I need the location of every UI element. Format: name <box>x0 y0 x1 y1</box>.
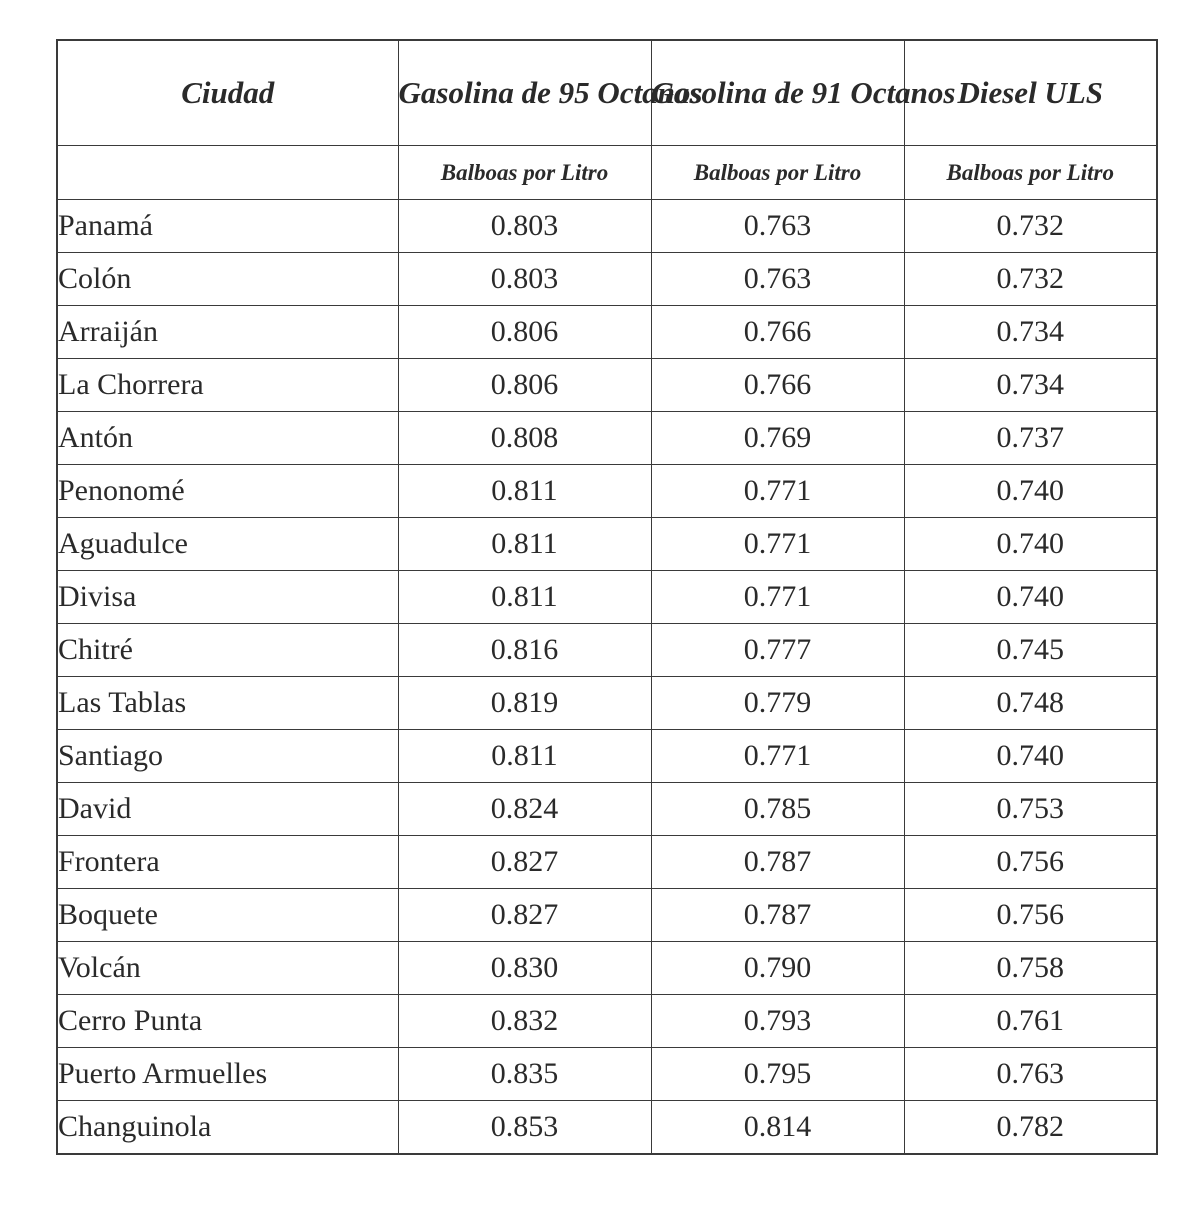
city-cell: Antón <box>57 412 398 465</box>
diesel-cell: 0.740 <box>904 465 1157 518</box>
gasoline-91-cell: 0.771 <box>651 518 904 571</box>
table-row <box>57 359 1157 412</box>
city-cell: Arraiján <box>57 306 398 359</box>
table-row <box>57 730 1157 783</box>
gasoline-95-cell: 0.819 <box>398 677 651 730</box>
gasoline-91-cell: 0.766 <box>651 306 904 359</box>
gasoline-95-cell: 0.806 <box>398 359 651 412</box>
table-row <box>57 624 1157 677</box>
diesel-cell: 0.745 <box>904 624 1157 677</box>
city-cell: Penonomé <box>57 465 398 518</box>
table-row <box>57 1101 1157 1155</box>
city-cell: Santiago <box>57 730 398 783</box>
table-row <box>57 836 1157 889</box>
gasoline-95-cell: 0.816 <box>398 624 651 677</box>
diesel-cell: 0.734 <box>904 359 1157 412</box>
gasoline-95-cell: 0.811 <box>398 465 651 518</box>
gasoline-91-cell: 0.793 <box>651 995 904 1048</box>
diesel-cell: 0.756 <box>904 836 1157 889</box>
table-row <box>57 889 1157 942</box>
gasoline-95-cell: 0.808 <box>398 412 651 465</box>
city-cell: Cerro Punta <box>57 995 398 1048</box>
gasoline-91-cell: 0.787 <box>651 889 904 942</box>
diesel-cell: 0.756 <box>904 889 1157 942</box>
gasoline-91-cell: 0.795 <box>651 1048 904 1101</box>
header-row <box>57 40 1157 146</box>
gasoline-95-cell: 0.803 <box>398 253 651 306</box>
unit-gasoline-95: Balboas por Litro <box>398 146 651 200</box>
city-cell: Divisa <box>57 571 398 624</box>
table-row <box>57 253 1157 306</box>
city-cell: Chitré <box>57 624 398 677</box>
diesel-cell: 0.732 <box>904 253 1157 306</box>
city-cell: Las Tablas <box>57 677 398 730</box>
diesel-cell: 0.782 <box>904 1101 1157 1155</box>
diesel-cell: 0.737 <box>904 412 1157 465</box>
table-row <box>57 1048 1157 1101</box>
table-row <box>57 783 1157 836</box>
gasoline-91-cell: 0.771 <box>651 465 904 518</box>
gasoline-95-cell: 0.811 <box>398 518 651 571</box>
gasoline-91-cell: 0.763 <box>651 253 904 306</box>
unit-gasoline-91: Balboas por Litro <box>651 146 904 200</box>
table-row <box>57 412 1157 465</box>
diesel-cell: 0.740 <box>904 730 1157 783</box>
gasoline-95-cell: 0.835 <box>398 1048 651 1101</box>
gasoline-95-cell: 0.811 <box>398 571 651 624</box>
gasoline-91-cell: 0.766 <box>651 359 904 412</box>
header-diesel-uls: Diesel ULS <box>904 40 1157 146</box>
unit-city <box>57 146 398 200</box>
gasoline-91-cell: 0.814 <box>651 1101 904 1155</box>
city-cell: David <box>57 783 398 836</box>
gasoline-95-cell: 0.824 <box>398 783 651 836</box>
diesel-cell: 0.740 <box>904 571 1157 624</box>
gasoline-91-cell: 0.771 <box>651 730 904 783</box>
city-cell: Changuinola <box>57 1101 398 1155</box>
diesel-cell: 0.748 <box>904 677 1157 730</box>
gasoline-91-cell: 0.769 <box>651 412 904 465</box>
city-cell: Frontera <box>57 836 398 889</box>
city-cell: Panamá <box>57 200 398 253</box>
diesel-cell: 0.753 <box>904 783 1157 836</box>
table-row <box>57 465 1157 518</box>
diesel-cell: 0.740 <box>904 518 1157 571</box>
diesel-cell: 0.734 <box>904 306 1157 359</box>
diesel-cell: 0.758 <box>904 942 1157 995</box>
gasoline-91-cell: 0.777 <box>651 624 904 677</box>
fuel-price-table <box>56 39 1158 1155</box>
table-row <box>57 677 1157 730</box>
unit-diesel-uls: Balboas por Litro <box>904 146 1157 200</box>
city-cell: Boquete <box>57 889 398 942</box>
gasoline-95-cell: 0.803 <box>398 200 651 253</box>
diesel-cell: 0.732 <box>904 200 1157 253</box>
city-cell: La Chorrera <box>57 359 398 412</box>
table-row <box>57 518 1157 571</box>
gasoline-95-cell: 0.853 <box>398 1101 651 1155</box>
header-gasoline-91: Gasolina de 91 Octanos <box>651 40 904 146</box>
gasoline-95-cell: 0.827 <box>398 889 651 942</box>
unit-row <box>57 146 1157 200</box>
city-cell: Colón <box>57 253 398 306</box>
diesel-cell: 0.763 <box>904 1048 1157 1101</box>
gasoline-91-cell: 0.790 <box>651 942 904 995</box>
gasoline-95-cell: 0.832 <box>398 995 651 1048</box>
gasoline-91-cell: 0.787 <box>651 836 904 889</box>
city-cell: Aguadulce <box>57 518 398 571</box>
header-gasoline-95: Gasolina de 95 Octanos <box>398 40 651 146</box>
gasoline-91-cell: 0.779 <box>651 677 904 730</box>
diesel-cell: 0.761 <box>904 995 1157 1048</box>
gasoline-95-cell: 0.827 <box>398 836 651 889</box>
table-row <box>57 942 1157 995</box>
gasoline-91-cell: 0.785 <box>651 783 904 836</box>
city-cell: Puerto Armuelles <box>57 1048 398 1101</box>
table-row <box>57 995 1157 1048</box>
gasoline-95-cell: 0.806 <box>398 306 651 359</box>
table-row <box>57 200 1157 253</box>
city-cell: Volcán <box>57 942 398 995</box>
table-row <box>57 306 1157 359</box>
table-row <box>57 571 1157 624</box>
gasoline-91-cell: 0.771 <box>651 571 904 624</box>
gasoline-95-cell: 0.830 <box>398 942 651 995</box>
header-city: Ciudad <box>57 40 398 146</box>
gasoline-95-cell: 0.811 <box>398 730 651 783</box>
gasoline-91-cell: 0.763 <box>651 200 904 253</box>
